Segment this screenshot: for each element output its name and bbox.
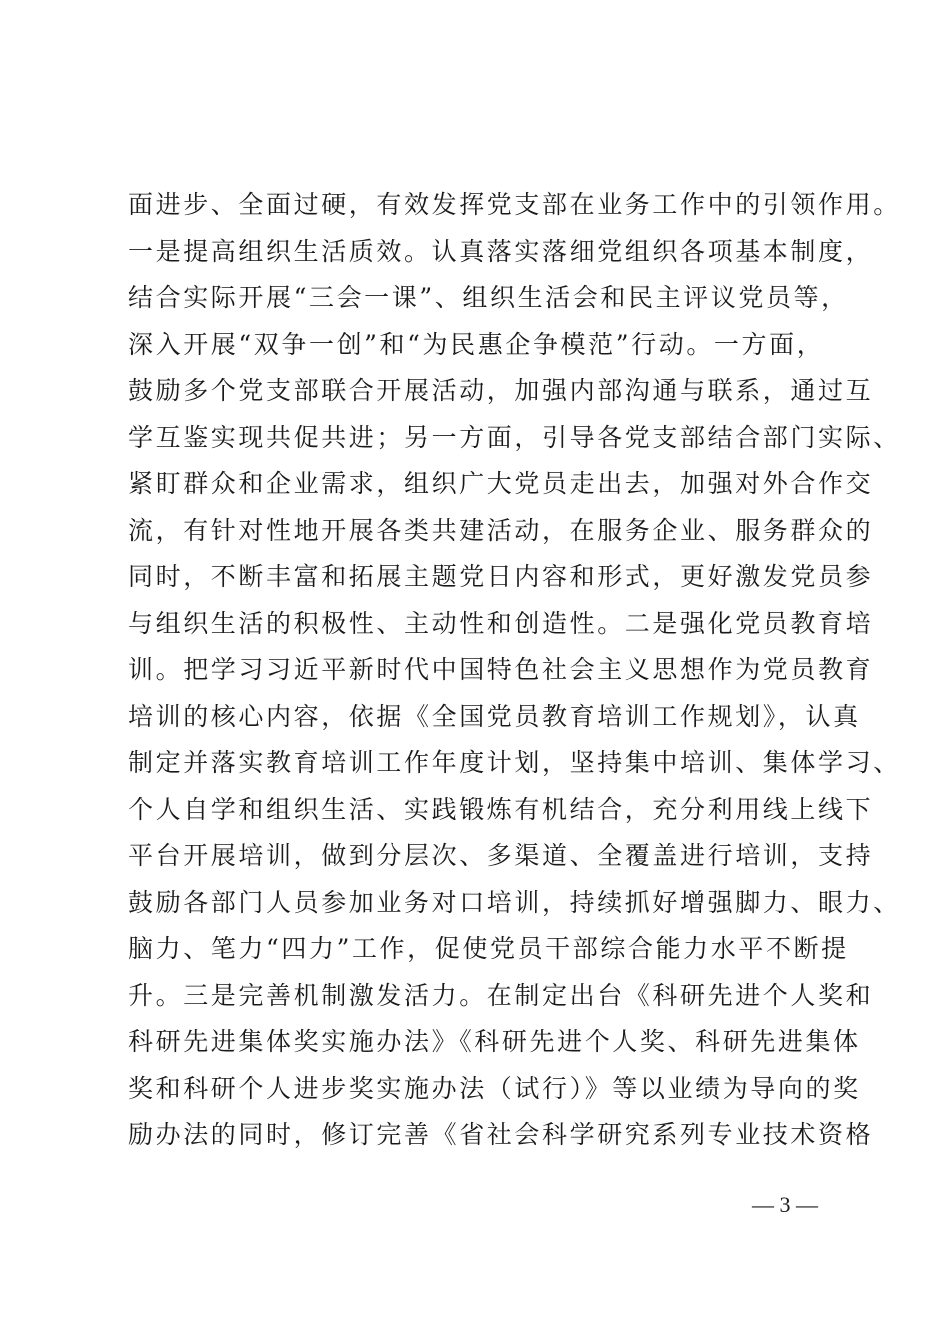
text-line-5: 鼓励多个党支部联合开展活动，加强内部沟通与联系，通过互 — [128, 376, 874, 405]
text-line-12: 培训的核心内容，依据《全国党员教育培训工作规划》，认真 — [128, 701, 861, 731]
text-line-21: 励办法的同时，修订完善《省社会科学研究系列专业技术资格 — [128, 1120, 874, 1149]
text-line-2: 一是提高组织生活质效。认真落实落细党组织各项基本制度， — [128, 236, 874, 266]
page-number: — 3 — — [752, 1192, 818, 1217]
text-line-19: 科研先进集体奖实施办法》《科研先进个人奖、科研先进集体 — [128, 1027, 861, 1056]
text-line-20: 奖和科研个人进步奖实施办法（试行）》等以业绩为导向的奖 — [128, 1073, 861, 1103]
text-line-3: 结合实际开展“三会一课”、组织生活会和民主评议党员等， — [128, 283, 849, 312]
text-line-6: 学互鉴实现共促共进；另一方面，引导各党支部结合部门实际、 — [128, 422, 901, 452]
text-line-17: 脑力、笔力“四力”工作，促使党员干部综合能力水平不断提 — [128, 934, 849, 963]
text-line-1: 面进步、全面过硬，有效发挥党支部在业务工作中的引领作用。 — [128, 190, 901, 219]
text-line-15: 平台开展培训，做到分层次、多渠道、全覆盖进行培训，支持 — [128, 841, 874, 870]
text-line-13: 制定并落实教育培训工作年度计划，坚持集中培训、集体学习、 — [128, 748, 901, 777]
text-line-8: 流，有针对性地开展各类共建活动，在服务企业、服务群众的 — [128, 515, 874, 545]
text-line-18: 升。三是完善机制激发活力。在制定出台《科研先进个人奖和 — [128, 980, 874, 1010]
text-line-11: 训。把学习习近平新时代中国特色社会主义思想作为党员教育 — [128, 655, 874, 684]
text-line-4: 深入开展“双争一创”和“为民惠企争模范”行动。一方面， — [128, 329, 825, 359]
text-line-14: 个人自学和组织生活、实践锻炼有机结合，充分利用线上线下 — [128, 794, 874, 824]
text-line-10: 与组织生活的积极性、主动性和创造性。二是强化党员教育培 — [128, 608, 874, 638]
text-line-9: 同时，不断丰富和拓展主题党日内容和形式，更好激发党员参 — [128, 562, 874, 591]
text-line-16: 鼓励各部门人员参加业务对口培训，持续抓好增强脚力、眼力、 — [128, 887, 901, 917]
text-line-7: 紧盯群众和企业需求，组织广大党员走出去，加强对外合作交 — [128, 469, 874, 498]
body-text — [128, 182, 901, 1159]
